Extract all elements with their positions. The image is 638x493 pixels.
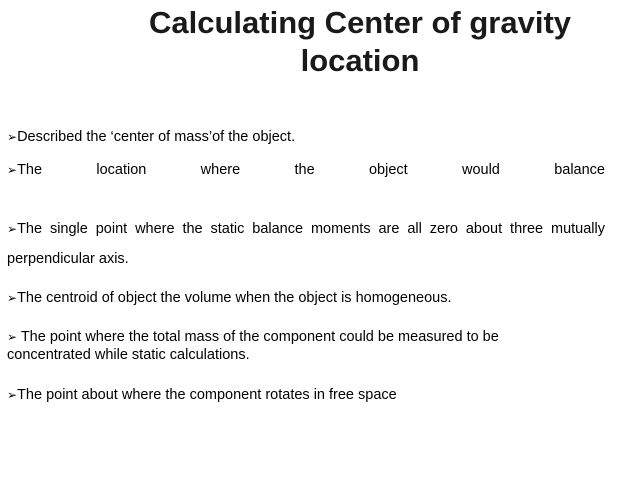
bullet-text-6: The point about where the component rotates in free space — [17, 387, 397, 403]
bullet-word: object — [368, 162, 408, 178]
bullet-word: location — [96, 162, 147, 178]
arrow-bullet-icon: ➢ — [7, 330, 18, 344]
slide-title-line-2: location — [300, 43, 420, 78]
arrow-bullet-icon: ➢ — [7, 222, 18, 236]
slide-title — [110, 4, 610, 80]
bullet-word: ➢The — [7, 162, 43, 178]
bullet-text-4: The centroid of object the volume when the object is homogeneous. — [17, 290, 452, 306]
arrow-bullet-icon: ➢ — [7, 130, 18, 144]
bullet-text-3: The single point where the static balance moments are all zero about three mutually perpendicular axis. — [7, 221, 605, 267]
bullet-word: where — [200, 162, 241, 178]
bullet-word: the — [294, 162, 315, 178]
bullet-text-5: The point where the total mass of the component could be measured to be concentrated while static calculations. — [7, 329, 499, 363]
bullet-item-4 — [7, 289, 605, 307]
bullet-word: would — [461, 162, 500, 178]
arrow-bullet-icon: ➢ — [7, 388, 18, 402]
slide-title-line-1: Calculating Center of gravity — [148, 5, 572, 40]
arrow-bullet-icon: ➢ — [7, 291, 18, 305]
bullet-item-3 — [7, 214, 605, 274]
arrow-bullet-icon: ➢ — [7, 163, 18, 177]
bullet-item-1 — [7, 128, 605, 146]
bullet-item-2 — [7, 161, 605, 179]
bullet-text-1: Described the ‘center of mass’of the object. — [17, 129, 296, 145]
bullet-word: balance — [554, 162, 605, 178]
bullet-item-6 — [7, 386, 605, 404]
bullet-item-5 — [7, 328, 567, 364]
